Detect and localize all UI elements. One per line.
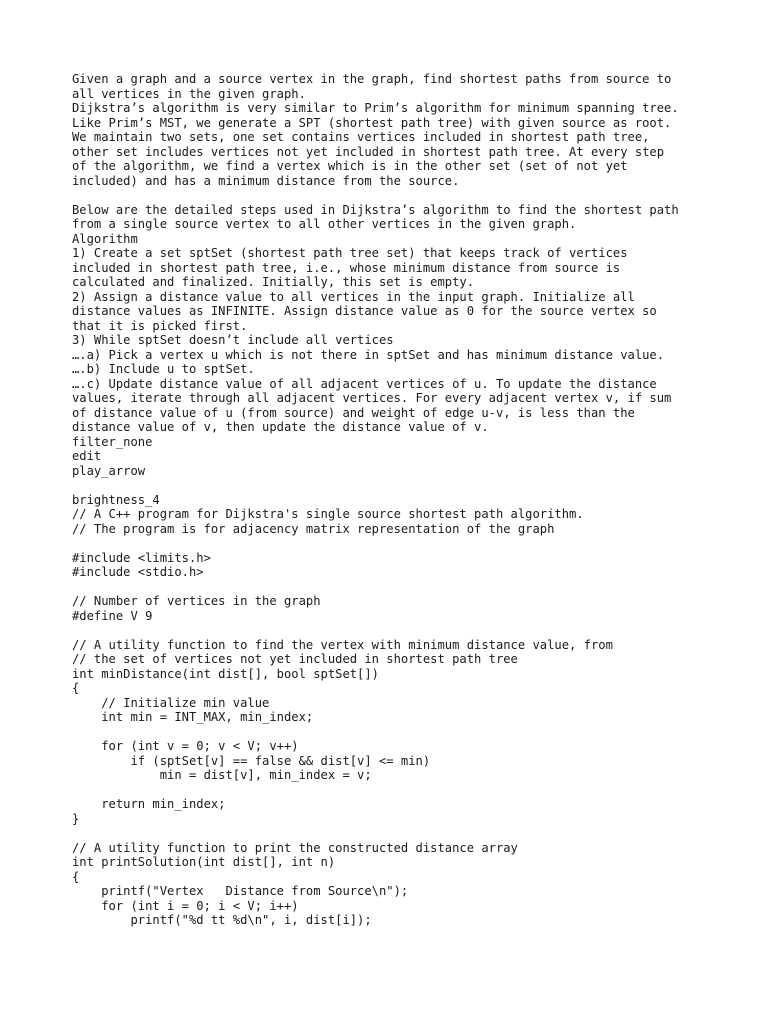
blank-line (72, 580, 732, 595)
text-line: #define V 9 (72, 608, 153, 623)
text-line: brightness_4 (72, 492, 160, 507)
text-line: // the set of vertices not yet included in shortest path tree (72, 652, 518, 666)
text-line: int minDistance(int dist[], bool sptSet[]) (72, 666, 379, 681)
blank-line (72, 826, 732, 841)
text-line: printf("%d tt %d\n", i, dist[i]); (72, 913, 372, 927)
text-line: } (72, 811, 80, 826)
text-line: ….c) Update distance value of all adjacent vertices of u. To update the distance (72, 376, 657, 391)
text-line: min = dist[v], min_index = v; (72, 768, 372, 782)
text-line: // A utility function to find the vertex with minimum distance value, from (72, 637, 613, 652)
text-line: Dijkstra’s algorithm is very similar to Prim’s algorithm for minimum spanning tree. (72, 101, 679, 115)
text-line: { (72, 869, 80, 884)
text-line: if (sptSet[v] == false && dist[v] <= min) (72, 753, 431, 768)
text-line: // A utility function to print the constructed distance array (72, 840, 518, 855)
text-line: // Number of vertices in the graph (72, 594, 321, 608)
blank-line (72, 536, 732, 551)
text-line: for (int i = 0; i < V; i++) (72, 898, 299, 913)
text-line: We maintain two sets, one set contains vertices included in shortest path tree, (72, 130, 650, 144)
text-line: printf("Vertex Distance from Source\n"); (72, 884, 409, 898)
document-page (72, 72, 732, 928)
blank-line (72, 623, 732, 638)
text-line: values, iterate through all adjacent vertices. For every adjacent vertex v, if sum (72, 391, 672, 405)
text-line: #include <limits.h> (72, 550, 211, 565)
text-line: ….a) Pick a vertex u which is not there in sptSet and has minimum distance value. (72, 347, 665, 362)
text-line: int printSolution(int dist[], int n) (72, 855, 336, 869)
text-line: included in shortest path tree, i.e., whose minimum distance from source is (72, 260, 621, 275)
text-line: { (72, 681, 80, 695)
text-line: from a single source vertex to all other vertices in the given graph. (72, 217, 577, 231)
text-line: int min = INT_MAX, min_index; (72, 710, 314, 724)
text-line: distance values as INFINITE. Assign distance value as 0 for the source vertex so (72, 304, 657, 318)
text-line: edit (72, 449, 102, 463)
text-line: ….b) Include u to sptSet. (72, 362, 255, 376)
text-line: 3) While sptSet doesn’t include all vertices (72, 333, 394, 347)
text-line: that it is picked first. (72, 318, 248, 333)
text-line: filter_none (72, 434, 153, 449)
text-line: // The program is for adjacency matrix representation of the graph (72, 521, 555, 536)
text-line: other set includes vertices not yet included in shortest path tree. At every step (72, 144, 665, 159)
text-line: for (int v = 0; v < V; v++) (72, 739, 299, 753)
text-line: 2) Assign a distance value to all vertices in the input graph. Initialize all (72, 289, 635, 304)
text-line: all vertices in the given graph. (72, 86, 306, 101)
text-line: // A C++ program for Dijkstra's single source shortest path algorithm. (72, 507, 584, 521)
text-line: distance value of v, then update the distance value of v. (72, 420, 489, 434)
text-line: #include <stdio.h> (72, 565, 204, 579)
text-line: 1) Create a set sptSet (shortest path tree set) that keeps track of vertices (72, 246, 628, 260)
text-line: of distance value of u (from source) and weight of edge u-v, is less than the (72, 405, 635, 420)
text-line: return min_index; (72, 797, 226, 811)
text-line: Given a graph and a source vertex in the graph, find shortest paths from source to (72, 72, 672, 86)
text-line: of the algorithm, we find a vertex which is in the other set (set of not yet (72, 159, 628, 173)
blank-line (72, 188, 732, 203)
text-line: Like Prim’s MST, we generate a SPT (shortest path tree) with given source as root. (72, 115, 672, 130)
text-line: calculated and finalized. Initially, this set is empty. (72, 275, 475, 289)
text-line: Algorithm (72, 231, 138, 246)
text-line: Below are the detailed steps used in Dijkstra’s algorithm to find the shortest path (72, 202, 679, 217)
blank-line (72, 478, 732, 493)
text-line: included) and has a minimum distance from the source. (72, 173, 460, 188)
blank-line (72, 725, 732, 740)
text-line: play_arrow (72, 463, 146, 478)
blank-line (72, 783, 732, 798)
text-line: // Initialize min value (72, 695, 270, 710)
